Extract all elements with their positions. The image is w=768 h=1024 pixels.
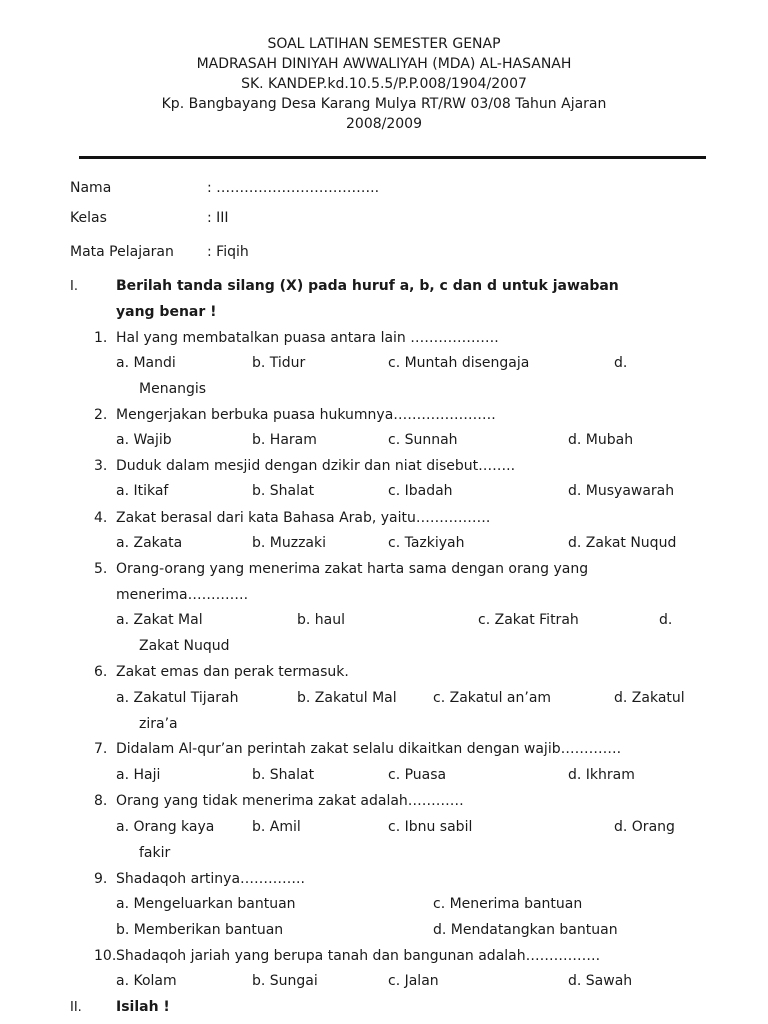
option: c. Muntah disengaja [388,355,530,371]
option: d. Orang [614,819,675,835]
question-text: Mengerjakan berbuka puasa hukumnya…………………. [116,407,496,423]
option: c. Menerima bantuan [433,896,583,912]
field-value-kelas: : III [207,210,229,226]
header-school: MADRASAH DINIYAH AWWALIYAH (MDA) AL-HASANAH [196,56,572,72]
question-number: 8. [94,793,108,809]
question-text: Orang yang tidak menerima zakat adalah………… [116,793,464,809]
option: a. Mengeluarkan bantuan [116,896,296,912]
field-label-kelas: Kelas [70,210,107,226]
option: d. Sawah [568,973,633,989]
option: d. Zakat Nuqud [568,535,677,551]
question-text: menerima…………. [116,587,249,603]
option: d. Mubah [568,432,634,448]
option: a. Zakat Mal [116,612,203,628]
section-instruction: Berilah tanda silang (X) pada huruf a, b, c dan d untuk jawaban [116,278,619,294]
option: b. Haram [252,432,317,448]
option: b. Sungai [252,973,318,989]
option: a. Wajib [116,432,172,448]
question-number: 3. [94,458,108,474]
option: a. Kolam [116,973,177,989]
question-text: Zakat berasal dari kata Bahasa Arab, yaitu……………. [116,510,491,526]
option: a. Itikaf [116,483,169,499]
option: c. Sunnah [388,432,458,448]
option-continuation: fakir [139,845,171,861]
question-number: 4. [94,510,108,526]
question-text: Shadaqoh jariah yang berupa tanah dan bangunan adalah……………. [116,948,601,964]
option: a. Orang kaya [116,819,215,835]
header-year: 2008/2009 [346,116,422,132]
question-number: 2. [94,407,108,423]
option: b. Tidur [252,355,306,371]
option-continuation: zira’a [139,716,178,732]
question-number: 6. [94,664,108,680]
option: c. Ibadah [388,483,453,499]
option: b. Amil [252,819,301,835]
option: d. Ikhram [568,767,635,783]
option: d. Mendatangkan bantuan [433,922,618,938]
option: c. Tazkiyah [388,535,465,551]
option: c. Ibnu sabil [388,819,473,835]
section-number: I. [70,279,78,294]
header-divider [79,156,706,159]
option: a. Zakatul Tijarah [116,690,239,706]
question-text: Didalam Al-qur’an perintah zakat selalu dikaitkan dengan wajib…………. [116,741,622,757]
question-number: 1. [94,330,108,346]
option: c. Zakatul an’am [433,690,552,706]
field-label-nama: Nama [70,180,112,196]
field-label-mapel: Mata Pelajaran [70,244,174,260]
section-instruction: yang benar ! [116,304,217,320]
option: b. Shalat [252,483,315,499]
option: b. Shalat [252,767,315,783]
option: b. haul [297,612,346,628]
option: a. Mandi [116,355,176,371]
section-number: II. [70,1000,82,1015]
option: d. Zakatul [614,690,685,706]
option: c. Puasa [388,767,447,783]
option: d. [659,612,673,628]
question-text: Orang-orang yang menerima zakat harta sama dengan orang yang [116,561,589,577]
option: c. Zakat Fitrah [478,612,579,628]
option: c. Jalan [388,973,439,989]
option: b. Zakatul Mal [297,690,397,706]
option: b. Muzzaki [252,535,327,551]
field-value-mapel: : Fiqih [207,244,249,260]
field-value-nama: : …………………………….. [207,180,380,196]
option: b. Memberikan bantuan [116,922,284,938]
option: d. Musyawarah [568,483,675,499]
question-number: 5. [94,561,108,577]
question-number: 9. [94,871,108,887]
option-continuation: Menangis [139,381,207,397]
header-decree: SK. KANDEP.kd.10.5.5/P.P.008/1904/2007 [241,76,527,92]
question-text: Hal yang membatalkan puasa antara lain ………………. [116,330,499,346]
header-title: SOAL LATIHAN SEMESTER GENAP [267,36,501,52]
option: a. Zakata [116,535,183,551]
question-text: Zakat emas dan perak termasuk. [116,664,349,680]
option: d. [614,355,628,371]
section-instruction: Isilah ! [116,999,170,1015]
option: a. Haji [116,767,161,783]
question-number: 10. [94,948,117,964]
header-address: Kp. Bangbayang Desa Karang Mulya RT/RW 03/08 Tahun Ajaran [161,96,607,112]
question-text: Shadaqoh artinya………….. [116,871,305,887]
question-number: 7. [94,741,108,757]
question-text: Duduk dalam mesjid dengan dzikir dan niat disebut…….. [116,458,516,474]
option-continuation: Zakat Nuqud [139,638,230,654]
